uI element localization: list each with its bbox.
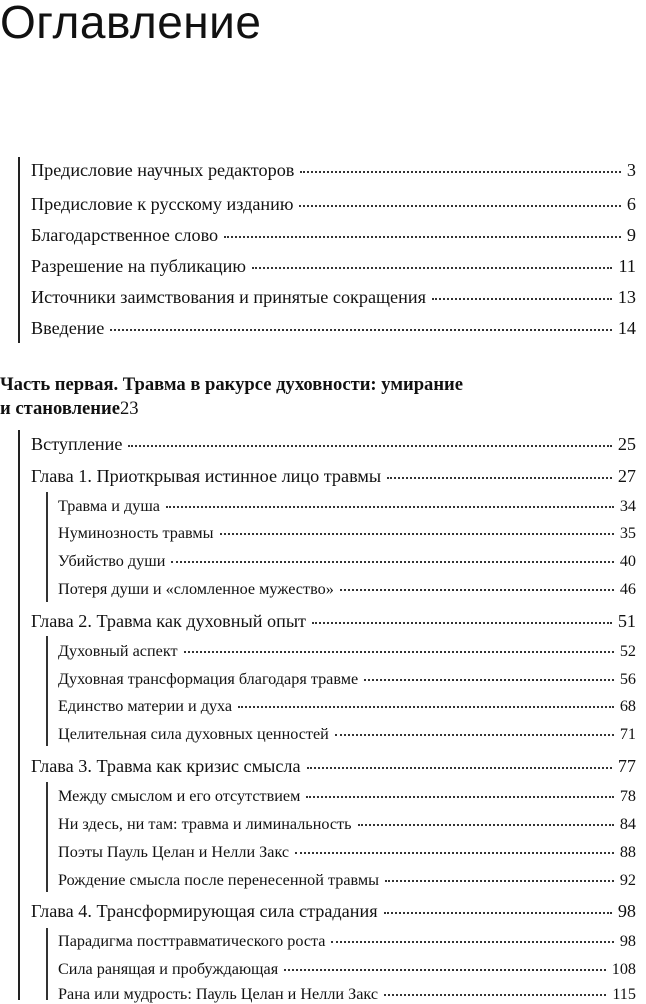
toc-page-number: 27 xyxy=(617,466,636,486)
toc-page-number: 98 xyxy=(617,901,636,921)
toc-entry-front-5[interactable] xyxy=(31,287,636,308)
toc-page-number: 84 xyxy=(619,815,636,833)
toc-entry-label: Между смыслом и его отсутствием xyxy=(58,787,301,805)
leader-dots xyxy=(340,589,614,591)
leader-dots xyxy=(252,267,613,269)
toc-entry-section[interactable] xyxy=(58,580,636,599)
subsection-bar xyxy=(46,636,48,746)
toc-entry-section[interactable] xyxy=(58,670,636,689)
part-heading[interactable] xyxy=(0,372,636,398)
toc-entry-section[interactable] xyxy=(58,815,636,834)
leader-dots xyxy=(384,912,612,914)
toc-entry-label: Рождение смысла после перенесенной травмы xyxy=(58,871,380,889)
toc-entry-section[interactable] xyxy=(58,932,636,951)
toc-entry-label: Единство материи и духа xyxy=(58,697,233,715)
toc-entry-chapter-4[interactable] xyxy=(31,901,636,922)
leader-dots xyxy=(184,651,614,653)
toc-entry-label: Нуминозность травмы xyxy=(58,524,214,542)
toc-entry-section[interactable] xyxy=(58,642,636,661)
toc-page-number: 98 xyxy=(619,932,636,950)
leader-dots xyxy=(331,941,613,943)
toc-entry-chapter-1[interactable] xyxy=(31,466,636,487)
toc-page-number: 71 xyxy=(619,725,636,743)
toc-entry-label: Разрешение на публикацию xyxy=(31,256,246,276)
toc-entry-label: Духовный аспект xyxy=(58,642,178,660)
toc-entry-label: Вступление xyxy=(31,434,123,454)
leader-dots xyxy=(358,824,614,826)
toc-entry-label: Сила ранящая и пробуждающая xyxy=(58,960,279,978)
toc-entry-label: Глава 2. Травма как духовный опыт xyxy=(31,611,306,631)
toc-entry-label: Благодарственное слово xyxy=(31,225,219,245)
toc-entry-section[interactable] xyxy=(58,787,636,806)
leader-dots xyxy=(295,852,614,854)
page-title: Оглавление xyxy=(0,0,262,48)
toc-entry-label: Глава 4. Трансформирующая сила страдания xyxy=(31,901,378,921)
toc-entry-section[interactable] xyxy=(58,552,636,571)
toc-page-number: 108 xyxy=(611,960,636,978)
subsection-bar xyxy=(46,492,48,602)
subsection-bar xyxy=(46,928,48,1000)
leader-dots xyxy=(306,796,613,798)
section-bar xyxy=(18,157,20,343)
part-heading-row[interactable] xyxy=(0,398,636,420)
toc-entry-label: Потеря души и «сломленное мужество» xyxy=(58,580,334,598)
toc-entry-label: Глава 1. Приоткрывая истинное лицо травмы xyxy=(31,466,382,486)
toc-entry-label: Рана или мудрость: Пауль Целан и Нелли Закс xyxy=(58,985,379,1003)
toc-entry-intro[interactable] xyxy=(31,434,636,455)
leader-dots xyxy=(335,734,614,736)
toc-page-number: 23 xyxy=(119,398,139,419)
toc-entry-label: Глава 3. Травма как кризис смысла xyxy=(31,756,301,776)
toc-entry-label: Духовная трансформация благодаря травме xyxy=(58,670,359,688)
toc-page-number: 40 xyxy=(619,552,636,570)
subsection-bar xyxy=(46,782,48,892)
toc-entry-label: Источники заимствования и принятые сокращения xyxy=(31,287,426,307)
toc-page-number: 115 xyxy=(612,985,636,1003)
toc-entry-label: Предисловие научных редакторов xyxy=(31,160,295,180)
part-heading-line2: и становление xyxy=(0,398,120,419)
toc-entry-section[interactable] xyxy=(58,697,636,716)
toc-page-number: 52 xyxy=(619,642,636,660)
toc-entry-section[interactable] xyxy=(58,725,636,744)
toc-entry-front-6[interactable] xyxy=(31,318,636,339)
toc-page-number: 51 xyxy=(617,611,636,631)
section-bar xyxy=(18,430,20,1000)
leader-dots xyxy=(432,298,612,300)
leader-dots xyxy=(300,171,621,173)
leader-dots xyxy=(171,561,613,563)
toc-entry-label: Ни здесь, ни там: травма и лиминальность xyxy=(58,815,352,833)
leader-dots xyxy=(166,506,614,508)
toc-entry-section[interactable] xyxy=(58,871,636,890)
leader-dots xyxy=(385,880,614,882)
leader-dots xyxy=(387,477,612,479)
leader-dots xyxy=(284,969,606,971)
toc-page-number: 6 xyxy=(626,194,636,214)
toc-entry-section[interactable] xyxy=(58,524,636,543)
toc-entry-section[interactable] xyxy=(58,497,636,516)
leader-dots xyxy=(364,679,614,681)
toc-entry-label: Целительная сила духовных ценностей xyxy=(58,725,329,743)
toc-page-number: 92 xyxy=(619,871,636,889)
toc-page-number: 46 xyxy=(619,580,636,598)
toc-entry-label: Убийство души xyxy=(58,552,166,570)
toc-entry-section[interactable] xyxy=(58,960,636,979)
leader-dots xyxy=(299,205,620,207)
toc-page-number: 34 xyxy=(619,497,636,515)
leader-dots xyxy=(110,329,612,331)
toc-page-number: 13 xyxy=(617,287,636,307)
leader-dots xyxy=(128,445,611,447)
leader-dots xyxy=(307,767,612,769)
toc-page-number: 9 xyxy=(626,225,636,245)
toc-entry-label: Предисловие к русскому изданию xyxy=(31,194,294,214)
toc-page-number: 25 xyxy=(617,434,636,454)
leader-dots xyxy=(220,533,614,535)
toc-entry-front-2[interactable] xyxy=(31,194,636,215)
toc-page-number: 77 xyxy=(617,756,636,776)
leader-dots xyxy=(384,994,606,996)
toc-entry-label: Парадигма посттравматического роста xyxy=(58,932,326,950)
toc-entry-section[interactable] xyxy=(58,843,636,862)
part-heading-line1: Часть первая. Травма в ракурсе духовности: умирание xyxy=(0,374,464,395)
toc-page-number: 11 xyxy=(618,256,636,276)
toc-entry-label: Травма и душа xyxy=(58,497,160,515)
toc-entry-label: Введение xyxy=(31,318,105,338)
toc-page-number: 78 xyxy=(619,787,636,805)
leader-dots xyxy=(238,706,614,708)
toc-page-number: 35 xyxy=(619,524,636,542)
toc-page-number: 3 xyxy=(626,160,636,180)
toc-entry-chapter-2[interactable] xyxy=(31,611,636,632)
toc-page-number: 14 xyxy=(617,318,636,338)
toc-entry-chapter-3[interactable] xyxy=(31,756,636,777)
toc-page-number: 88 xyxy=(619,843,636,861)
toc-entry-front-1[interactable] xyxy=(31,160,636,181)
toc-page-number: 68 xyxy=(619,697,636,715)
leader-dots xyxy=(312,622,612,624)
leader-dots xyxy=(224,236,621,238)
toc-entry-front-3[interactable] xyxy=(31,225,636,246)
toc-entry-front-4[interactable] xyxy=(31,256,636,277)
toc-page-number: 56 xyxy=(619,670,636,688)
toc-entry-label: Поэты Пауль Целан и Нелли Закс xyxy=(58,843,290,861)
toc-entry-section[interactable] xyxy=(58,985,636,1004)
